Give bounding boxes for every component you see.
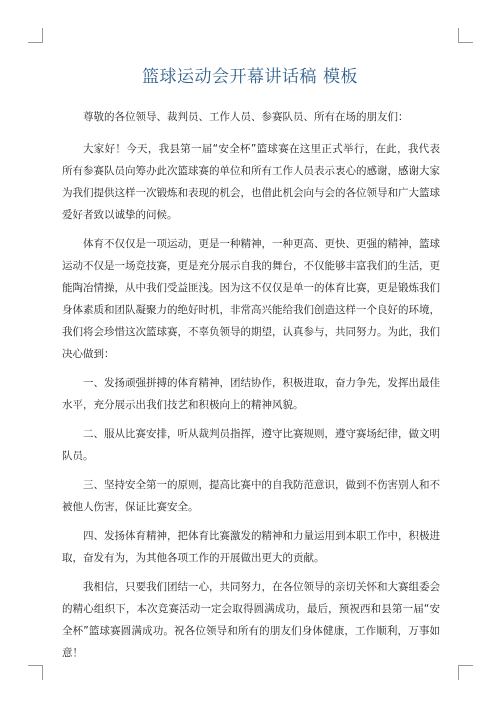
paragraph-pledge-3: 三、坚持安全第一的原则，提高比赛中的自我防范意识，做到不伤害别人和不被他人伤害，保证比赛安全。 bbox=[62, 479, 440, 513]
crop-mark-bottom-left bbox=[28, 665, 43, 680]
document-body bbox=[62, 106, 440, 671]
paragraph-pledge-1: 一、发扬顽强拼搏的体育精神，团结协作，积极进取，奋力争先，发挥出最佳水平，充分展示出我们技艺和积极向上的精神风貌。 bbox=[62, 377, 440, 411]
salutation: 尊敬的各位领导、裁判员、工作人员、参赛队员、所有在场的朋友们： bbox=[83, 111, 409, 123]
paragraph-closing: 我相信，只要我们团结一心，共同努力，在各位领导的亲切关怀和大赛组委会的精心组织下，本次竞赛活动一定会取得圆满成功，最后，预祝西和县第一届“安全杯”篮球赛圆满成功。祝各位领导和所有的朋友们身体健康，工作顺利，万事如意！ bbox=[62, 581, 440, 659]
document-title: 篮球运动会开幕讲话稿 模板 bbox=[142, 67, 358, 87]
paragraph-pledge-4: 四、发扬体育精神，把体育比赛激发的精神和力量运用到本职工作中，积极进取，奋发有为，为其他各项工作的开展做出更大的贡献。 bbox=[62, 530, 440, 564]
paragraph-pledge-2: 二、服从比赛安排，听从裁判员指挥，遵守比赛规则，遵守赛场纪律，做文明队员。 bbox=[62, 428, 440, 462]
crop-mark-bottom-right bbox=[458, 665, 473, 680]
crop-mark-top-right bbox=[458, 28, 473, 43]
paragraph-sports-spirit: 体育不仅仅是一项运动，更是一种精神，一种更高、更快、更强的精神，篮球运动不仅是一场竞技赛，更是充分展示自我的舞台，不仅能够丰富我们的生活，更能陶冶情操，从中我们受益匪浅。因为这不仅仅是单一的体育比赛，更是锻炼我们身体素质和团队凝聚力的绝好时机，非常高兴能给我们创造这样一个良好的环境，我们将会珍惜这次篮球赛，不辜负领导的期望，认真参与，共同努力。为此，我们决心做到： bbox=[62, 238, 440, 360]
paragraph-greeting: 大家好！今天，我县第一届“安全杯”篮球赛在这里正式举行，在此，我代表所有参赛队员向筹办此次篮球赛的单位和所有工作人员表示衷心的感谢，感谢大家为我们提供这样一次锻炼和表现的机会，也借此机会向与会的各位领导和广大篮球爱好者致以诚挚的问候。 bbox=[62, 143, 440, 221]
crop-mark-top-left bbox=[28, 28, 43, 43]
